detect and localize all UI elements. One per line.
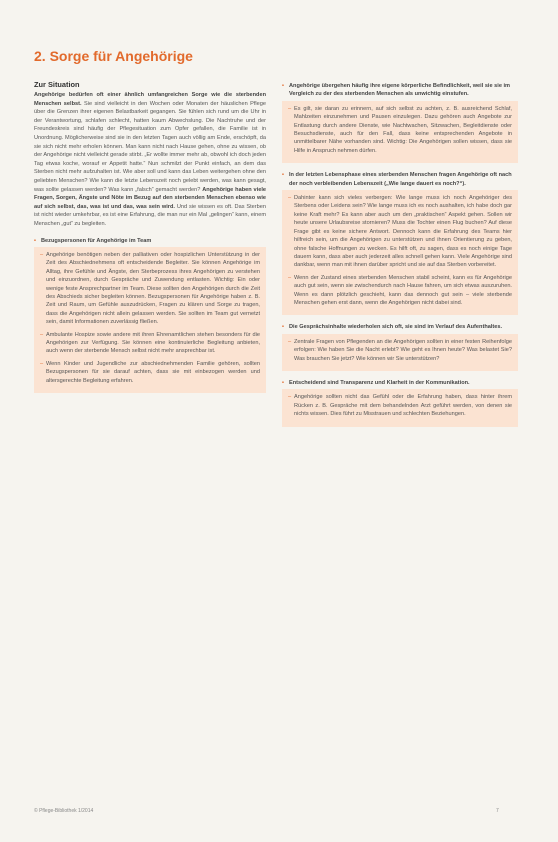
box-item: – Wenn Kinder und Jugendliche zur abschiednehmenden Familie gehören, sollten Bezugspersonen für sie darauf achten, dass sie mit einbezogen werden und altersgerechte Begleitung erfahren. [40,360,260,385]
box-item: – Wenn der Zustand eines sterbenden Menschen stabil scheint, kann es für Angehörige auch gut sein, wenn sie zwischendurch nach Hause fahren, um sich etwas auszuruhen. Wenn es dann plötzlich geschieht, kann das dennoch gut sein – viele sterbende Menschen gehen erst dann, wenn die Angehörigen nicht dabei sind. [288,274,512,308]
footer-source: © Pflege-Bibliothek 1/2014 [34,808,94,814]
page-number: 7 [496,808,499,814]
body-condition-section [282,82,518,163]
right-column [282,82,518,435]
intro-text: Sie sind vielleicht in den Wochen oder Monaten der häuslichen Pflege über die Grenzen ihrer eigenen Belastbarkeit gegangen. Sie fühlen sich rund um die Uhr in der Verantwortung, schlafen schlecht, hatten kaum Abwechslung. Die Nachtruhe und der Freundeskreis sind häufig der Pflegesituation zum Opfer gefallen, die Familie ist in Unordnung. Möglicherweise sind sie in den letzten Tagen auch völlig am Ende, erschöpft, da sie sich nicht mehr erholen können. Man kann nicht nach Hause gehen, ohne zu wissen, ob der Angehörige nicht vielleicht gerade stirbt. „Er wollte immer mehr ab, obwohl ich doch jeden Tag etwas koche, worauf er Appetit hatte.“ Nun schmilzt der Punkt einfach, an dem das Sterben nicht mehr aufzuhalten ist. Wie aber soll und kann das Leben weitergehen ohne den geliebten Menschen? Wie kann die letzte Lebenszeit noch gelebt werden, was kann gesagt, was sollte gelassen werden? Was kann „falsch“ gemacht werden? [34,100,266,193]
bullet-point: • Angehörige übergehen häufig ihre eigene körperliche Befindlichkeit, weil sie sie im Vergleich zu der des sterbenden Menschen als unwichtig einstufen. [282,82,518,99]
situation-section [34,80,266,229]
intro-end: Und sie wissen es oft. Das Sterben ist nicht wieder umkehrbar, es ist eine Erfahrung, die man nur ein Mal „gelingen“ kann, einem Menschen „gut“ zu begleiten. [34,203,266,227]
box-item: – Angehörige benötigen neben der palliativen oder hospizlichen Unterstützung in der Zeit des Abschiednehmens oft entscheidende Begleiter. Sie können Angehörige im Alltag, ihre Gefühle und Ängste, den Sterbeprozess ihres Angehörigen zu verstehen und einzuordnen, durch Gespräche und Zuwendung entlasten. Wichtig: Ein oder wenige feste Ansprechpartner im Team. Diese sollten den Angehörigen durch die Zeit des Abschieds sicher begleiten können. Bezugspersonen für Angehörige haben z. B. Zeit und Raum, um Gefühle auszudrücken, Fragen zu klären und Sorge zu tragen, dass die Angehörigen nicht allein gelassen werden. Sie sollten im Team gut vernetzt sein, damit Informationen zuverlässig fließen. [40,251,260,327]
remaining-time-section [282,171,518,315]
highlight-box [282,101,518,163]
box-item: – Dahinter kann sich vieles verbergen: Wie lange muss ich noch Angehöriger des Sterbens oder Leidens sein? Wie lange muss ich es noch aushalten, ich habe doch gar keine Kraft mehr? Es kann aber auch um den „praktischen“ Aspekt gehen. Sollen wir heute unsere Urlaubsreise stornieren? Muss die Tochter einen Flug buchen? Auf diese Frage gibt es keine sichere Antwort. Dennoch kann die Erfahrung des Teams hier hilfreich sein, um die Angehörigen zu unterstützen und ihnen Orientierung zu geben, ohne falsche Hoffnungen zu wecken. Es hilft oft, zu sagen, dass es noch einige Tage dauern kann, dass aber auch jederzeit alles schnell gehen kann. Viele Angehörige sind dankbar, wenn man mit ihnen darüber spricht und sie auf das Sterben vorbereitet. [288,194,512,270]
highlight-box [34,247,266,393]
section-bullet-label: • Bezugspersonen für Angehörige im Team [34,237,266,245]
highlight-box [282,334,518,371]
box-item: – Es gilt, sie daran zu erinnern, auf sich selbst zu achten, z. B. ausreichend Schlaf, Mahlzeiten einzunehmen und Pausen einzulegen. Dazu gehören auch Angebote zur Entlastung durch andere Dienste, wie Nachtwachen, Sitzwachen, Begleitdienste oder Besuchsdienste, auch für den Fall, dass keine entsprechenden Angebote in unmittelbarer Nähe vorhanden sind. Wichtig: Die Angehörigen sollen wissen, dass sie Hilfe in Anspruch nehmen dürfen. [288,105,512,155]
section-heading: Zur Situation [34,80,80,89]
bullet-point: • Entscheidend sind Transparenz und Klarheit in der Kommunikation. [282,379,518,387]
box-item: – Ambulante Hospize sowie andere mit ihren Ehrenamtlichen stehen besonders für die Angehörigen zur Verfügung. Sie können eine kontinuierliche Begleitung anbieten, auch wenn der sterbende Mensch selbst nicht mehr ansprechbar ist. [40,331,260,356]
intro-bold-2: Angehörige haben viele Fragen, Sorgen, Ängste und Nöte im Bezug auf den sterbenden Menschen ebenso wie auf sich selbst, das, was ist und das, was sein wird. [34,186,266,210]
box-item: – Angehörige sollten nicht das Gefühl oder die Erfahrung haben, dass hinter ihrem Rücken z. B. Gespräche mit dem behandelnden Arzt geführt werden, von denen sie nichts wissen. Dies führt zu Misstrauen und schlechten Beziehungen. [288,393,512,418]
page-title: 2. Sorge für Angehörige [34,48,193,64]
transparency-section [282,379,518,427]
intro-bold: Angehörige bedürfen oft einer ähnlich umfangreichen Sorge wie die sterbenden Menschen selbst. [34,92,266,107]
box-item: – Zentrale Fragen von Pflegenden an die Angehörigen sollten in einer festen Reihenfolge erfolgen: Wie haben Sie die Nacht erlebt? Wie geht es Ihnen heute? Was belastet Sie? Was brauchen Sie jetzt? Wie können wir Sie unterstützen? [288,338,512,363]
reference-persons-section [34,237,266,394]
highlight-box [282,389,518,426]
highlight-box [282,190,518,315]
bullet-point: • Die Gesprächsinhalte wiederholen sich oft, sie sind im Verlauf des Aufenthaltes. [282,323,518,331]
bullet-point: • In der letzten Lebensphase eines sterbenden Menschen fragen Angehörige oft nach der noch verbleibenden Lebenszeit („Wie lange dauert es noch?“). [282,171,518,188]
intro-paragraph [34,91,266,229]
left-column [34,80,266,401]
conversation-section [282,323,518,371]
